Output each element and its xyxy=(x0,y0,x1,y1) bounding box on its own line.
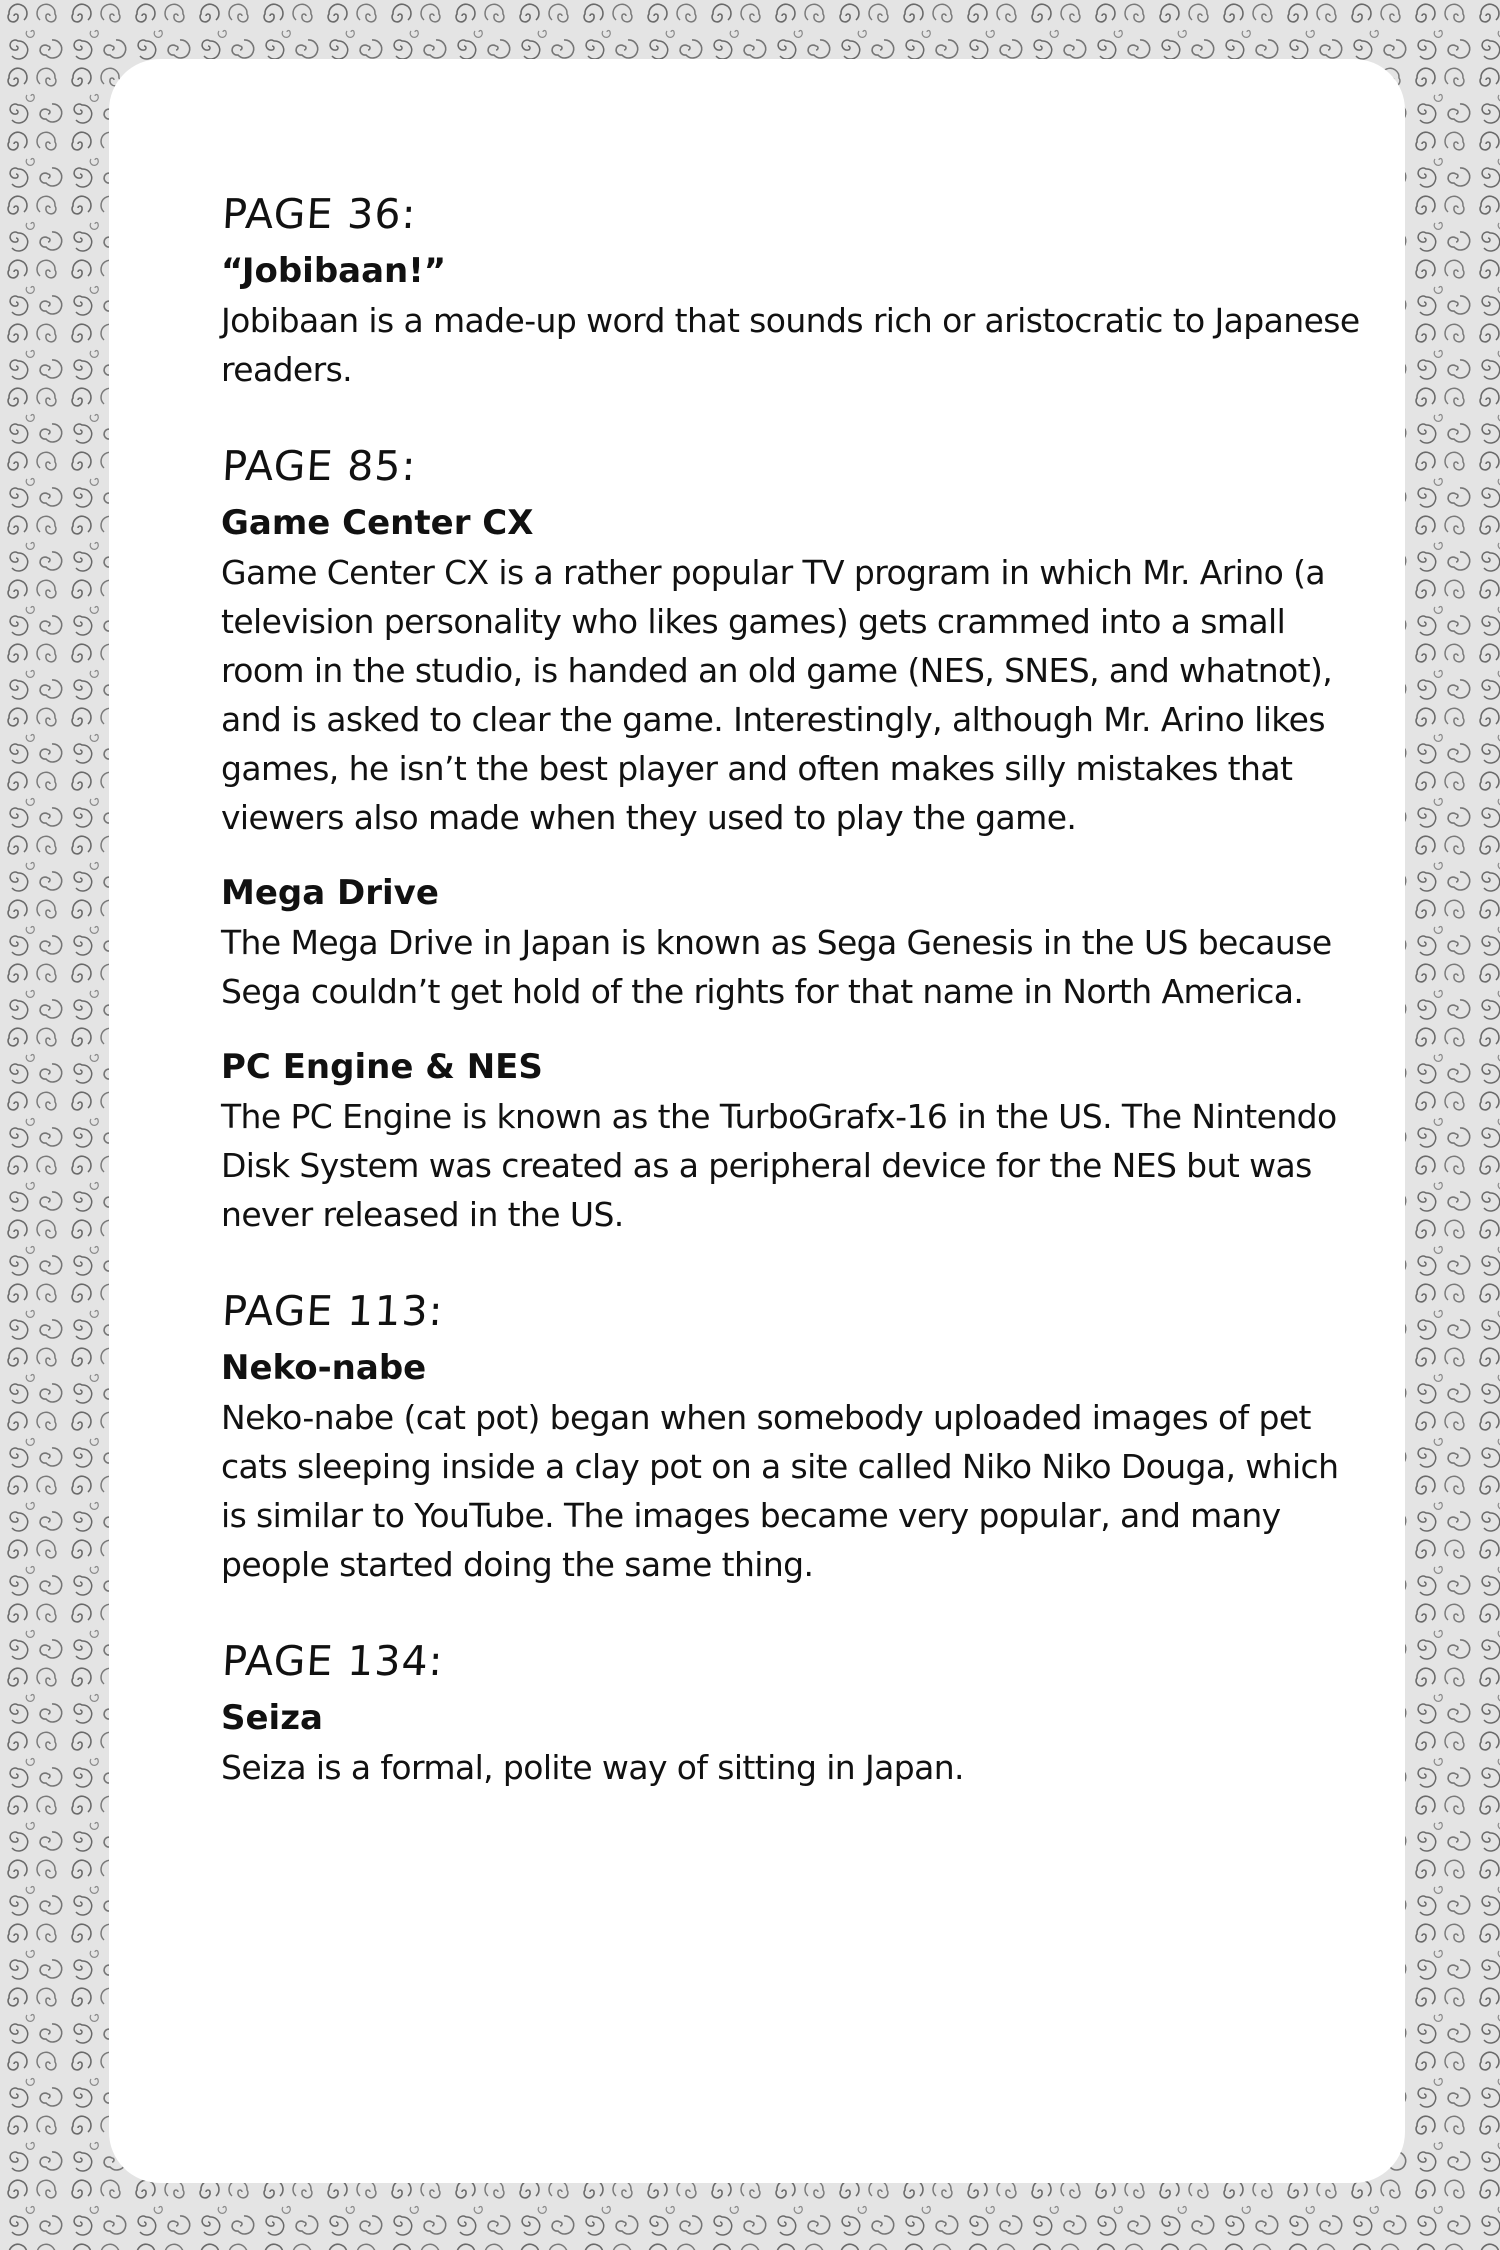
section-page-113 xyxy=(221,1287,1361,1589)
entry-body: Jobibaan is a made-up word that sounds rich or aristocratic to Japanese readers. xyxy=(221,301,1360,389)
entry-body: The Mega Drive in Japan is known as Sega Genesis in the US because Sega couldn’t get hold of the rights for that name in North America. xyxy=(221,923,1332,1011)
entry-title: Seiza xyxy=(221,1698,323,1738)
note-entry xyxy=(221,498,1361,842)
page-heading: PAGE 134: xyxy=(221,1637,445,1685)
notes-content xyxy=(221,190,1361,1840)
entry-title: PC Engine & NES xyxy=(221,1047,543,1087)
note-entry xyxy=(221,1343,1361,1589)
entry-title: Neko-nabe xyxy=(221,1348,427,1388)
entry-body: Neko-nabe (cat pot) began when somebody uploaded images of pet cats sleeping inside a clay pot on a site called Niko Niko Douga, which is similar to YouTube. The images became very popular, and many people started doing the same thing. xyxy=(221,1398,1339,1584)
section-page-85 xyxy=(221,442,1361,1239)
entry-body: Game Center CX is a rather popular TV program in which Mr. Arino (a television personality who likes games) gets crammed into a small room in the studio, is handed an old game (NES, SNES, and whatnot), and is asked to clear the game. Interestingly, although Mr. Arino likes games, he isn’t the best player and often makes silly mistakes that viewers also made when they used to play the game. xyxy=(221,553,1333,837)
entry-body: The PC Engine is known as the TurboGrafx-16 in the US. The Nintendo Disk System was created as a peripheral device for the NES but was never released in the US. xyxy=(221,1097,1337,1234)
note-entry xyxy=(221,1693,1361,1792)
note-entry xyxy=(221,1042,1361,1239)
section-page-36 xyxy=(221,190,1361,394)
entry-title: Mega Drive xyxy=(221,873,439,913)
note-entry xyxy=(221,246,1361,394)
entry-body: Seiza is a formal, polite way of sitting in Japan. xyxy=(221,1748,964,1787)
entry-title: “Jobibaan!” xyxy=(221,251,447,291)
page-heading: PAGE 85: xyxy=(221,442,418,490)
note-entry xyxy=(221,868,1361,1016)
page-heading: PAGE 113: xyxy=(221,1287,445,1335)
entry-title: Game Center CX xyxy=(221,503,534,543)
section-page-134 xyxy=(221,1637,1361,1792)
page-heading: PAGE 36: xyxy=(221,190,418,238)
